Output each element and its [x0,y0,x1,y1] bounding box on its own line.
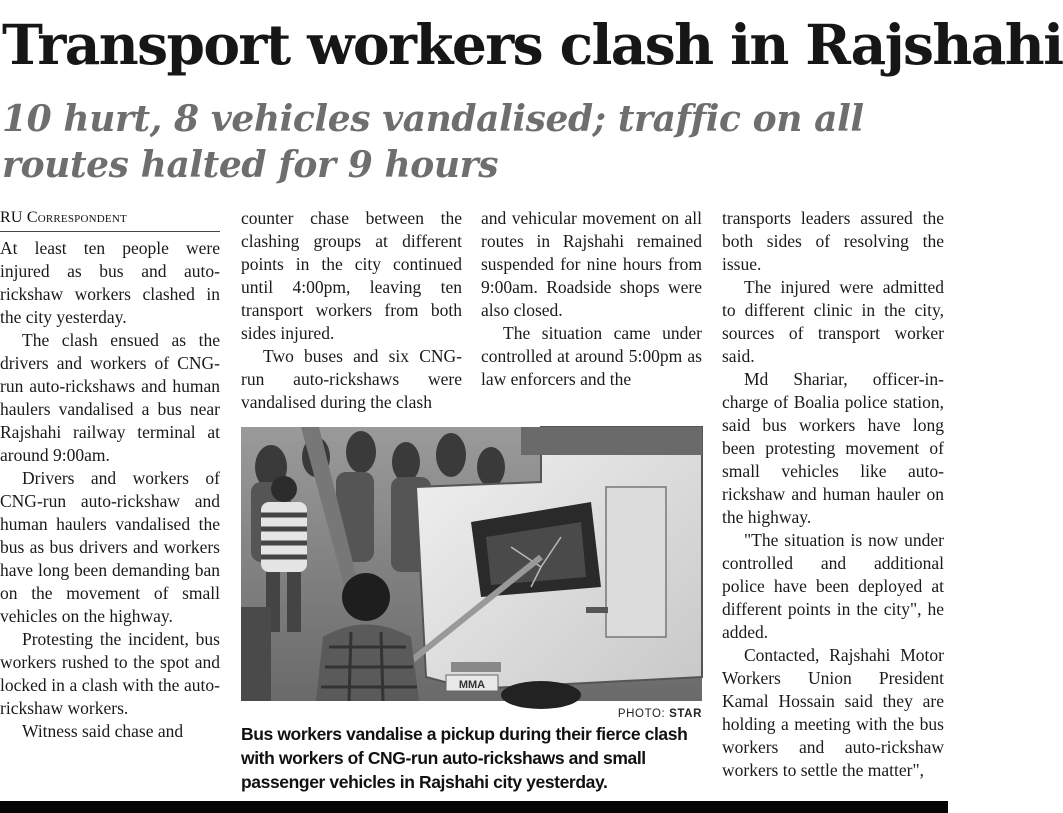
paragraph: Drivers and workers of CNG-run auto-rickshaw and human haulers vandalised the bus as bus drivers and workers have long been demanding ban on the movement of small vehicles on the highway. [0,468,220,626]
paragraph: The clash ensued as the drivers and workers of CNG-run auto-rickshaws and human haulers vandalised a bus near Rajshahi railway terminal at around 9:00am. [0,330,220,465]
column-3 [481,207,702,417]
column-2 [241,207,462,417]
column-4 [722,207,944,801]
paragraph: "The situation is now under controlled and additional police have been deployed at different points in the city", he added. [722,530,944,642]
subheadline: 10 hurt, 8 vehicles vandalised; traffic on all routes halted for 9 hours [2,98,864,186]
paragraph: The situation came under controlled at around 5:00pm as law enforcers and the [481,323,702,389]
byline: RU Correspondent [0,207,220,232]
paragraph: counter chase between the clashing groups at different points in the city continued until 4:00pm, leaving ten transport workers from both sides injured. [241,208,462,343]
photo-credit-source: STAR [669,708,702,720]
paragraph: Protesting the incident, bus workers rushed to the spot and locked in a clash with the auto-rickshaw workers. [0,629,220,718]
paragraph: Md Shariar, officer-in-charge of Boalia police station, said bus workers have long been protesting movement of small vehicles like auto-rickshaw and human hauler on the highway. [722,369,944,527]
news-photo [241,427,702,701]
paragraph: Witness said chase and [22,721,184,741]
paragraph: The injured were admitted to different clinic in the city, sources of transport worker said. [722,277,944,366]
page-bottom-border [0,801,948,813]
paragraph: and vehicular movement on all routes in Rajshahi remained suspended for nine hours from 9:00am. Roadside shops were also closed. [481,208,702,320]
vehicle-badge: MMA [458,679,486,691]
paragraph: At least ten people were injured as bus and auto-rickshaw workers clashed in the city yesterday. [0,238,220,327]
photo-credit [241,708,702,720]
photo-credit-prefix: PHOTO: [617,708,666,720]
paragraph: Contacted, Rajshahi Motor Workers Union President Kamal Hossain said they are holding a meeting with the bus workers and auto-rickshaw workers to settle the matter", [722,645,944,780]
photo-caption: Bus workers vandalise a pickup during their fierce clash with workers of CNG-run auto-rickshaws and small passenger vehicles in Rajshahi city yesterday. [241,724,688,792]
headline: Transport workers clash in Rajshahi [2,12,1063,77]
paragraph: transports leaders assured the both sides of resolving the issue. [722,208,944,274]
paragraph: Two buses and six CNG-run auto-rickshaws were vandalised during the clash [241,346,462,412]
column-1 [0,207,220,801]
